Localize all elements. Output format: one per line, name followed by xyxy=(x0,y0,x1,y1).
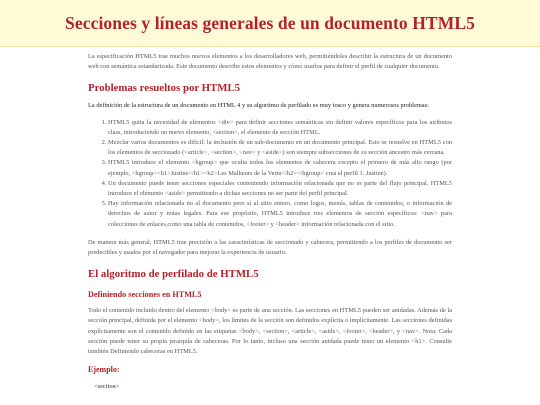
list-item: 3. HTML5 introduce el elemento <hgroup> que oculta todos los elementos de cabecera excepto el primero de más alto rango (por ejemplo, <hgroup><h1>Justine</h1><h2>Les Malheurs de la Vertu</h2></hgroup> crea el perfil 1. Justine). xyxy=(108,158,452,178)
section-heading-problems: Problemas resueltos por HTML5 xyxy=(88,82,241,95)
subheading-defining-sections: Definiendo secciones en HTML5 xyxy=(88,290,202,300)
section-heading-algorithm: El algoritmo de perfilado de HTML5 xyxy=(88,268,259,281)
summary-paragraph: De manera más general, HTML5 trae precisión a las características de seccionado y cabecera, permitiendo a los perfiles de documento ser predecibles y usados por el navegador para mejorar la experiencia de usuario. xyxy=(88,238,452,257)
problems-list xyxy=(88,118,452,230)
list-item: 4. Un documento puede tener secciones especiales conteniendo información relacionada que no es parte del flujo principal. HTML5 introduce el elemento <aside> permitiendo a dichas secciones no ser parte del perfil principal. xyxy=(108,179,452,199)
list-item: 1. HTML5 quita la necesidad de elementos <div> para definir secciones semánticas sin definir valores específicos para los atributos class, introduciendo un nuevo elemento, <section>, el elemento de sección HTML. xyxy=(108,118,452,138)
problems-lead: La definición de la estructura de un documento en HTML 4 y su algoritmo de perfilado es muy tosco y genera numerosos problemas: xyxy=(88,102,429,110)
list-item: 5. Hay información relacionada no al documento pero sí al sitio entero, como logos, menús, tablas de contenidos, o información de derechos de autor y notas legales. Para ese propósito, HTML5 introduce tres elementos de sección específicos: <nav> para colecciones de enlaces,como una tabla de contenidos, <footer> y <header> información relacionada con el sitio. xyxy=(108,199,452,230)
list-item: 2. Mezclar varios documentos es difícil: la inclusión de un sub-documento en un documento principal. Esto se resuelve en HTML5 con los elementos de seccionado (<article>, <section>, <nav> y <aside>) son siempre subsecciones de su sección ancestro más cercana. xyxy=(108,138,452,158)
example-code: <section> xyxy=(94,383,120,391)
intro-paragraph: La especificación HTML5 trae muchos nuevos elementos a los desarrolladores web, permitiéndoles describir la estructura de un documento web con semántica estandarizada. Este documento describe estos elementos y cómo usarlos para definir el perfil de cualquier documento. xyxy=(88,53,452,71)
sections-paragraph: Todo el contenido incluido dentro del elemento <body> es parte de una sección. Las secciones en HTML5 pueden ser anidadas. Además de la sección principal, definida por el elemento <body>, los límites de la sección son definidos explícita o implícitamente. Las secciones definidas explícitamente son el contenido definido en las etiquetas <body>, <section>, <article>, <aside>, <footer>, <header>, y <nav>. Nota: Cada sección puede tener su propia jerarquía de cabeceras. Por lo tanto, incluso una sección anidada puede tener un elemento <h1>. Consulte también Definiendo cabeceras en HTML5. xyxy=(88,307,452,356)
title-banner xyxy=(0,0,540,47)
article-content xyxy=(0,52,540,392)
example-heading: Ejemplo: xyxy=(88,365,120,375)
page-title: Secciones y líneas generales de un documento HTML5 xyxy=(65,12,475,33)
